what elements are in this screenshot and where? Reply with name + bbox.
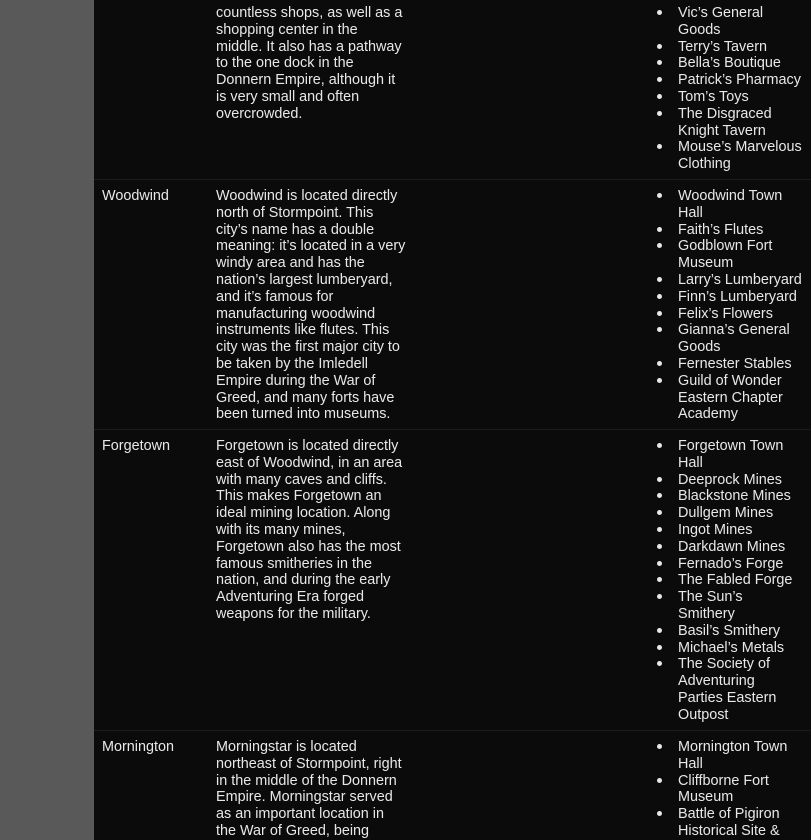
description-line: middle. It also has a pathway	[216, 38, 402, 55]
place-line: Cliffborne Fort	[678, 772, 769, 789]
place-line: Battle of Pigiron	[678, 806, 780, 823]
place-line: Outpost	[678, 706, 729, 723]
place-name	[678, 539, 811, 556]
bullet-icon	[657, 60, 662, 65]
table-row	[94, 179, 811, 433]
place-line: Basil’s Smithery	[678, 622, 781, 639]
description-line: weapons for the military.	[216, 605, 371, 622]
city-description	[216, 438, 416, 623]
list-item	[654, 106, 811, 140]
list-item	[654, 589, 811, 623]
place-line: Goods	[678, 339, 721, 356]
description-line: to the one dock in the	[216, 55, 354, 72]
list-item	[654, 322, 811, 356]
place-line: Darkdawn Mines	[678, 538, 786, 555]
description-line: Forgetown is located directly	[216, 438, 399, 454]
place-name	[678, 373, 811, 423]
place-line: Ingot Mines	[678, 521, 753, 538]
bullet-icon	[657, 477, 662, 482]
place-name	[678, 55, 811, 72]
description-line: and it’s famous for	[216, 288, 334, 305]
place-line: The Disgraced	[678, 105, 772, 122]
bullet-icon	[657, 628, 662, 633]
city-name: Forgetown	[102, 438, 170, 454]
list-item	[654, 139, 811, 173]
description-line: famous smitheries in the	[216, 555, 372, 572]
place-line: The Fabled Forge	[678, 572, 793, 589]
place-line: Godblown Fort	[678, 238, 773, 255]
description-line: be taken by the Imledell	[216, 355, 368, 372]
list-item	[654, 505, 811, 522]
description-line: as an important location in	[216, 806, 384, 823]
list-item	[654, 72, 811, 89]
list-item	[654, 306, 811, 323]
description-line: nation’s largest lumberyard,	[216, 271, 393, 288]
list-item	[654, 5, 811, 39]
bullet-icon	[657, 243, 662, 248]
list-item	[654, 539, 811, 556]
place-line: Hall	[678, 755, 703, 772]
place-name	[678, 640, 811, 657]
place-line: Guild of Wonder	[678, 372, 782, 389]
description-line: shopping center in the	[216, 21, 358, 38]
place-line: Dullgem Mines	[678, 505, 774, 522]
place-name	[678, 238, 811, 272]
place-line: Goods	[678, 21, 721, 38]
bullet-icon	[657, 744, 662, 749]
description-line: city’s name has a double	[216, 221, 375, 238]
place-line: Felix’s Flowers	[678, 305, 773, 322]
description-line: Morningstar is located	[216, 739, 357, 755]
description-line: northeast of Stormpoint, right	[216, 755, 402, 772]
place-line: Tom’s Toys	[678, 88, 749, 105]
place-line: Patrick’s Pharmacy	[678, 72, 801, 89]
description-line: in the middle of the Donnern	[216, 772, 397, 789]
description-line: east of Woodwind, in an area	[216, 454, 403, 471]
list-item	[654, 522, 811, 539]
list-item	[654, 773, 811, 807]
list-item	[654, 289, 811, 306]
table-row	[94, 429, 811, 734]
place-name	[678, 773, 811, 807]
place-name	[678, 89, 811, 106]
place-line: Eastern Chapter	[678, 389, 783, 406]
place-line: Clothing	[678, 156, 731, 173]
place-name	[678, 806, 811, 840]
description-line: instruments like flutes. This	[216, 322, 390, 339]
bullet-icon	[657, 311, 662, 316]
list-item	[654, 806, 811, 840]
place-line: Hall	[678, 454, 703, 471]
place-line: Adventuring	[678, 673, 755, 690]
place-line: Gianna’s General	[678, 322, 790, 339]
table-row	[94, 730, 811, 840]
place-line: Mouse’s Marvelous	[678, 139, 802, 156]
place-name	[678, 572, 811, 589]
list-item	[654, 238, 811, 272]
place-line: Michael’s Metals	[678, 639, 785, 656]
place-line: Bella’s Boutique	[678, 55, 781, 72]
bullet-icon	[657, 493, 662, 498]
description-line: is very small and often	[216, 88, 360, 105]
description-line: nation, and during the early	[216, 572, 391, 589]
place-name	[678, 356, 811, 373]
description-line: Empire. Morningstar served	[216, 789, 393, 806]
place-name	[678, 272, 811, 289]
description-line: manufacturing woodwind	[216, 305, 376, 322]
place-name	[678, 5, 811, 39]
description-line: This makes Forgetown an	[216, 488, 382, 505]
bullet-icon	[657, 44, 662, 49]
place-line: Hall	[678, 204, 703, 221]
list-item	[654, 556, 811, 573]
list-item	[654, 572, 811, 589]
list-item	[654, 623, 811, 640]
place-line: Museum	[678, 255, 734, 272]
list-item	[654, 89, 811, 106]
city-description	[216, 188, 416, 423]
bullet-icon	[657, 361, 662, 366]
bullet-icon	[657, 94, 662, 99]
place-name	[678, 589, 811, 623]
bullet-icon	[657, 544, 662, 549]
place-name	[678, 739, 811, 773]
place-line: Finn’s Lumberyard	[678, 288, 797, 305]
place-line: The Society of	[678, 656, 770, 673]
place-name	[678, 472, 811, 489]
place-line: Faith’s Flutes	[678, 221, 764, 238]
place-name	[678, 488, 811, 505]
description-line: Woodwind is located directly	[216, 188, 398, 204]
description-line: the War of Greed, being	[216, 822, 370, 839]
bullet-icon	[657, 510, 662, 515]
list-item	[654, 222, 811, 239]
place-line: Vic’s General	[678, 5, 764, 21]
places-list	[654, 5, 811, 173]
list-item	[654, 640, 811, 657]
place-name	[678, 505, 811, 522]
place-line: Academy	[678, 406, 738, 423]
place-line: Larry’s Lumberyard	[678, 271, 802, 288]
bullet-icon	[657, 10, 662, 15]
list-item	[654, 373, 811, 423]
bullet-icon	[657, 778, 662, 783]
bullet-icon	[657, 443, 662, 448]
place-name	[678, 188, 811, 222]
bullet-icon	[657, 277, 662, 282]
places-list	[654, 739, 811, 840]
place-line: Blackstone Mines	[678, 488, 791, 505]
place-line: Knight Tavern	[678, 122, 766, 139]
description-line: been turned into museums.	[216, 406, 391, 423]
place-name	[678, 222, 811, 239]
place-line: Museum	[678, 789, 734, 806]
description-line: city was the first major city to	[216, 339, 400, 356]
bullet-icon	[657, 378, 662, 383]
bullet-icon	[657, 661, 662, 666]
bullet-icon	[657, 193, 662, 198]
description-line: windy area and has the	[216, 255, 365, 272]
description-line: with many caves and cliffs.	[216, 471, 387, 488]
left-margin-gutter	[0, 0, 94, 840]
place-name	[678, 522, 811, 539]
bullet-icon	[657, 327, 662, 332]
place-name	[678, 306, 811, 323]
bullet-icon	[657, 111, 662, 116]
list-item	[654, 472, 811, 489]
description-line: ideal mining location. Along	[216, 505, 391, 522]
place-line: Deeprock Mines	[678, 471, 782, 488]
bullet-icon	[657, 527, 662, 532]
place-name	[678, 106, 811, 140]
place-name	[678, 72, 811, 89]
place-line: Fernester Stables	[678, 355, 792, 372]
place-name	[678, 656, 811, 723]
places-list	[654, 188, 811, 423]
place-name	[678, 438, 811, 472]
city-name: Woodwind	[102, 188, 169, 204]
bullet-icon	[657, 577, 662, 582]
bullet-icon	[657, 811, 662, 816]
description-line: Donnern Empire, although it	[216, 72, 396, 89]
bullet-icon	[657, 294, 662, 299]
table-row	[94, 0, 811, 179]
place-line: Terry’s Tavern	[678, 38, 768, 55]
place-name	[678, 289, 811, 306]
bullet-icon	[657, 594, 662, 599]
bullet-icon	[657, 227, 662, 232]
description-line: Empire during the War of	[216, 372, 376, 389]
place-line: Mornington Town	[678, 739, 788, 755]
description-line: meaning: it’s located in a very	[216, 238, 406, 255]
list-item	[654, 55, 811, 72]
description-line: countless shops, as well as a	[216, 5, 403, 21]
place-line: The Sun’s	[678, 589, 743, 606]
city-description	[216, 5, 416, 123]
place-line: Fernado’s Forge	[678, 555, 784, 572]
place-line: Smithery	[678, 605, 735, 622]
description-line: Greed, and many forts have	[216, 389, 395, 406]
list-item	[654, 488, 811, 505]
list-item	[654, 356, 811, 373]
places-list	[654, 438, 811, 724]
place-name	[678, 322, 811, 356]
description-line: with its many mines,	[216, 521, 346, 538]
city-name: Mornington	[102, 739, 174, 755]
place-name	[678, 556, 811, 573]
city-description	[216, 739, 416, 840]
list-item	[654, 656, 811, 723]
place-line: Forgetown Town	[678, 438, 784, 454]
list-item	[654, 39, 811, 56]
list-item	[654, 739, 811, 773]
bullet-icon	[657, 144, 662, 149]
description-line: north of Stormpoint. This	[216, 204, 374, 221]
list-item	[654, 438, 811, 472]
description-line: Adventuring Era forged	[216, 589, 364, 606]
city-table	[94, 0, 811, 840]
place-name	[678, 139, 811, 173]
place-line: Historical Site &	[678, 822, 780, 839]
list-item	[654, 272, 811, 289]
description-line: Forgetown also has the most	[216, 538, 401, 555]
place-name	[678, 39, 811, 56]
description-line: overcrowded.	[216, 105, 303, 122]
place-name	[678, 623, 811, 640]
bullet-icon	[657, 645, 662, 650]
bullet-icon	[657, 561, 662, 566]
place-line: Woodwind Town	[678, 188, 783, 204]
bullet-icon	[657, 77, 662, 82]
place-line: Parties Eastern	[678, 689, 777, 706]
list-item	[654, 188, 811, 222]
